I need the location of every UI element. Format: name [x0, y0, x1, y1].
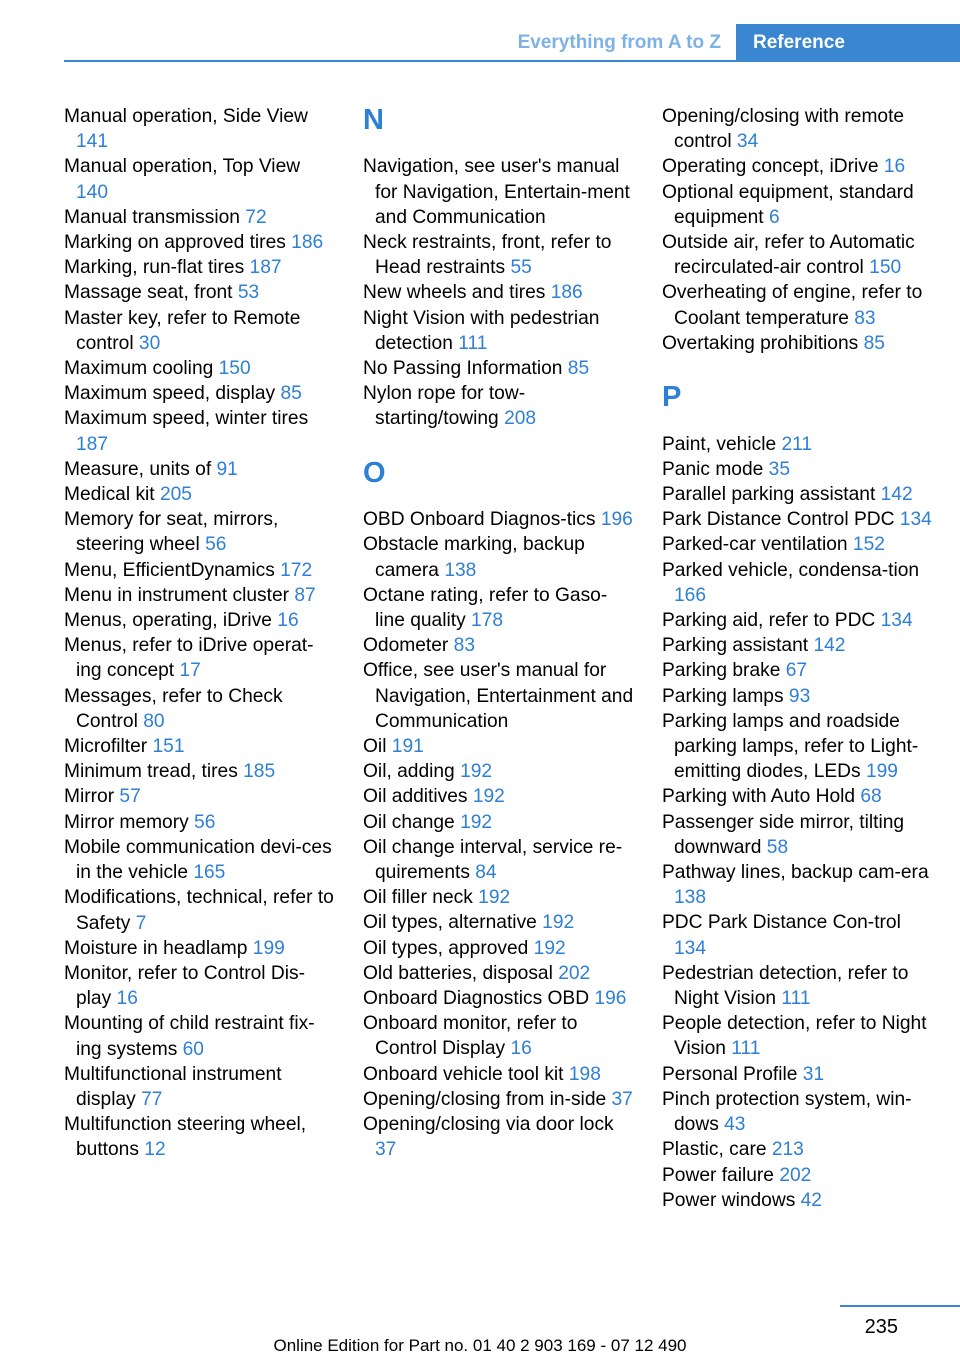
- index-term: People detection, refer to Night Vision: [662, 1013, 927, 1060]
- running-header-section: Everything from A to Z: [517, 32, 721, 53]
- index-term: Opening/closing via door lock: [363, 1114, 614, 1136]
- index-term: Office, see user's manual for Navigation, Entertainment and Communication: [363, 660, 634, 732]
- index-entry: [363, 1062, 635, 1087]
- index-entry: [64, 633, 336, 683]
- index-term: Marking on approved tires: [64, 232, 292, 254]
- page-reference-link[interactable]: 58: [766, 836, 789, 858]
- index-term: Parking aid, refer to PDC: [662, 610, 881, 632]
- index-term: Menu in instrument cluster: [64, 584, 295, 606]
- index-entry: [662, 608, 938, 633]
- index-entry: [363, 759, 635, 784]
- index-term: Maximum speed, winter tires: [64, 408, 309, 430]
- page-reference-link[interactable]: 17: [179, 660, 201, 682]
- index-term: Odometer: [363, 635, 454, 657]
- index-term: Opening/closing with remote control: [662, 106, 905, 153]
- index-entry: [64, 583, 336, 608]
- page-reference-link[interactable]: 141: [76, 131, 109, 153]
- index-term: Pedestrian detection, refer to Night Vision: [662, 962, 909, 1010]
- page-reference-link[interactable]: 138: [674, 887, 707, 909]
- page-reference-link[interactable]: 6: [768, 206, 780, 228]
- index-entry: [363, 784, 635, 809]
- page-reference-link[interactable]: 87: [294, 584, 316, 606]
- index-entry: [64, 734, 336, 759]
- index-term: Onboard Diagnostics OBD: [363, 988, 595, 1010]
- page-reference-link[interactable]: 140: [76, 181, 109, 203]
- index-entry: [64, 1011, 336, 1061]
- index-entry: [662, 1137, 938, 1162]
- page-reference-link[interactable]: 199: [865, 761, 898, 783]
- page-reference-link[interactable]: 42: [800, 1189, 822, 1211]
- footer-rule: [840, 1305, 960, 1307]
- index-term: Obstacle marking, backup camera: [363, 534, 585, 581]
- page-reference-link[interactable]: 134: [880, 610, 913, 632]
- edition-footer: Online Edition for Part no. 01 40 2 903 169 - 07 12 490: [273, 1336, 687, 1355]
- index-entry: [64, 381, 336, 406]
- index-entry: [662, 1087, 938, 1137]
- index-term: Oil additives: [363, 786, 473, 808]
- index-term: Oil, adding: [363, 761, 461, 783]
- page-reference-link[interactable]: 56: [205, 534, 227, 556]
- index-entry: [64, 759, 336, 784]
- page-reference-link[interactable]: 150: [869, 257, 902, 279]
- index-entry: [662, 532, 938, 557]
- index-entry: [662, 457, 938, 482]
- index-entry: [64, 835, 336, 885]
- index-term: Manual operation, Side View: [64, 106, 308, 127]
- page-reference-link[interactable]: 7: [135, 912, 147, 934]
- index-term: Oil: [363, 736, 392, 758]
- page-reference-link[interactable]: 16: [510, 1038, 532, 1060]
- index-term: Nylon rope for tow-starting/towing: [363, 383, 526, 430]
- index-entry: [662, 784, 938, 809]
- index-entry: [64, 885, 336, 935]
- page-reference-link[interactable]: 186: [291, 232, 324, 254]
- page-reference-link[interactable]: 151: [152, 736, 185, 758]
- page-reference-link[interactable]: 152: [852, 534, 885, 556]
- index-term: Parked-car ventilation: [662, 534, 853, 556]
- page-reference-link[interactable]: 166: [674, 584, 707, 606]
- index-term: Night Vision with pedestrian detection: [363, 307, 600, 354]
- page-reference-link[interactable]: 111: [731, 1038, 761, 1060]
- page-reference-link[interactable]: 192: [478, 887, 511, 909]
- index-term: Onboard monitor, refer to Control Display: [363, 1013, 578, 1060]
- index-term: Marking, run-flat tires: [64, 257, 250, 279]
- index-entry: [363, 1011, 635, 1061]
- page-reference-link[interactable]: 172: [280, 559, 313, 581]
- index-term: Power failure: [662, 1164, 780, 1186]
- page-reference-link[interactable]: 77: [141, 1088, 163, 1110]
- page-reference-link[interactable]: 53: [237, 282, 260, 304]
- index-entry: [662, 1062, 938, 1087]
- index-entry: [363, 910, 635, 935]
- index-entry: [64, 306, 336, 356]
- page-reference-link[interactable]: 205: [159, 484, 192, 506]
- index-entry: [662, 280, 938, 330]
- index-entry: [363, 734, 635, 759]
- page-reference-link[interactable]: 84: [475, 862, 497, 884]
- page-reference-link[interactable]: 134: [899, 509, 932, 531]
- index-term: Parking with Auto Hold: [662, 786, 861, 808]
- index-term: Paint, vehicle: [662, 433, 782, 455]
- page-reference-link[interactable]: 12: [144, 1139, 166, 1161]
- index-term: Oil change: [363, 811, 461, 833]
- page-reference-link[interactable]: 192: [460, 761, 493, 783]
- index-entry: [363, 658, 635, 734]
- index-entry: [662, 1011, 938, 1061]
- index-entry: [363, 381, 635, 431]
- index-term: Modifications, technical, refer to Safety: [64, 887, 334, 934]
- index-term: Monitor, refer to Control Dis‐play: [64, 962, 305, 1010]
- index-entry: [363, 583, 635, 633]
- index-entry: [363, 885, 635, 910]
- page-reference-link[interactable]: 199: [252, 937, 285, 959]
- page-reference-link[interactable]: 211: [781, 433, 813, 455]
- index-letter-heading: N: [363, 104, 384, 136]
- index-term: Oil filler neck: [363, 887, 479, 909]
- page-reference-link[interactable]: 60: [182, 1038, 204, 1060]
- index-term: Oil types, alternative: [363, 912, 543, 934]
- index-term: Measure, units of: [64, 458, 217, 480]
- page-reference-link[interactable]: 134: [674, 937, 707, 959]
- page-reference-link[interactable]: 57: [119, 786, 141, 808]
- page-reference-link[interactable]: 196: [594, 988, 627, 1010]
- index-entry: [662, 658, 938, 683]
- index-entry: [363, 1087, 635, 1112]
- index-letter-heading: P: [662, 381, 682, 414]
- index-entry: [662, 331, 938, 356]
- index-term: Menu, EfficientDynamics: [64, 559, 281, 581]
- index-entry: [662, 684, 938, 709]
- page-reference-link[interactable]: 196: [600, 509, 633, 531]
- page-reference-link[interactable]: 150: [218, 358, 251, 380]
- index-term: Mounting of child restraint fix‐ing systems: [64, 1013, 315, 1060]
- index-entry: [363, 532, 635, 582]
- page-reference-link[interactable]: 187: [249, 257, 282, 279]
- index-term: Oil change interval, service re‐quirements: [363, 836, 623, 884]
- index-entry: [363, 230, 635, 280]
- index-term: OBD Onboard Diagnos‐tics: [363, 509, 601, 531]
- page-reference-link[interactable]: 111: [458, 332, 488, 354]
- page-reference-link[interactable]: 37: [611, 1088, 633, 1110]
- index-term: Overtaking prohibitions: [662, 332, 864, 354]
- page-reference-link[interactable]: 178: [471, 610, 504, 632]
- index-term: PDC Park Distance Con‐trol: [662, 912, 901, 934]
- index-entry: [662, 910, 938, 960]
- page-reference-link[interactable]: 142: [880, 484, 913, 506]
- index-entry: [662, 104, 938, 154]
- index-column-1: [64, 104, 336, 1163]
- header-rule: [64, 60, 960, 62]
- index-term: Multifunctional instrument display: [64, 1063, 282, 1110]
- index-term: Memory for seat, mirrors, steering wheel: [64, 509, 279, 556]
- index-entry: [662, 432, 938, 457]
- index-term: Passenger side mirror, tilting downward: [662, 811, 905, 858]
- index-term: Onboard vehicle tool kit: [363, 1063, 569, 1085]
- index-entry: [662, 558, 938, 608]
- index-entry: [64, 255, 336, 280]
- letter-spacer: [363, 432, 635, 457]
- page-reference-link[interactable]: 80: [143, 710, 165, 732]
- index-entry: [363, 633, 635, 658]
- index-term: Parking assistant: [662, 635, 814, 657]
- index-entry: [64, 810, 336, 835]
- index-entry: [64, 230, 336, 255]
- index-term: Master key, refer to Remote control: [64, 307, 301, 354]
- index-term: Mirror memory: [64, 811, 195, 833]
- index-term: Panic mode: [662, 458, 769, 480]
- index-term: Messages, refer to Check Control: [64, 685, 283, 732]
- index-entry: [64, 356, 336, 381]
- index-entry: [64, 507, 336, 557]
- index-term: Plastic, care: [662, 1139, 772, 1161]
- index-entry: [363, 154, 635, 230]
- index-entry: [662, 230, 938, 280]
- index-entry: [64, 457, 336, 482]
- page-reference-link[interactable]: 186: [550, 282, 583, 304]
- index-entry: [64, 784, 336, 809]
- index-term: Pathway lines, backup cam‐era: [662, 862, 929, 884]
- index-entry: [662, 482, 938, 507]
- index-term: Park Distance Control PDC: [662, 509, 900, 531]
- page-reference-link[interactable]: 83: [453, 635, 475, 657]
- page-reference-link[interactable]: 16: [277, 610, 299, 632]
- page-reference-link[interactable]: 91: [216, 458, 238, 480]
- index-term: Octane rating, refer to Gaso‐line quality: [363, 584, 608, 632]
- index-entry: [64, 1062, 336, 1112]
- index-column-3: [662, 104, 938, 1213]
- index-entry: [363, 961, 635, 986]
- page-reference-link[interactable]: 138: [444, 559, 477, 581]
- index-term: Manual transmission: [64, 206, 246, 228]
- index-term: Optional equipment, standard equipment: [662, 181, 914, 228]
- index-entry: [64, 482, 336, 507]
- index-term: Old batteries, disposal: [363, 962, 559, 984]
- index-term: Overheating of engine, refer to Coolant temperature: [662, 282, 923, 329]
- index-term: Parked vehicle, condensa‐tion: [662, 559, 920, 581]
- page-reference-link[interactable]: 55: [510, 257, 532, 279]
- page-number: 235: [864, 1316, 898, 1338]
- page-reference-link[interactable]: 85: [863, 332, 885, 354]
- index-term: Opening/closing from in‐side: [363, 1088, 612, 1110]
- index-term: Personal Profile: [662, 1063, 803, 1085]
- page-reference-link[interactable]: 16: [883, 156, 906, 178]
- letter-spacer: [662, 356, 938, 381]
- index-entry: [662, 961, 938, 1011]
- index-entry: [662, 709, 938, 785]
- page-reference-link[interactable]: 202: [558, 962, 591, 984]
- index-column-2: [363, 104, 635, 1162]
- index-term: Mirror: [64, 786, 120, 808]
- index-entry: [363, 936, 635, 961]
- index-entry: [64, 104, 336, 154]
- index-entry: [662, 633, 938, 658]
- page-reference-link[interactable]: 56: [194, 811, 216, 833]
- index-entry: [363, 356, 635, 381]
- running-header-tab: Reference: [736, 24, 960, 62]
- index-entry: [64, 961, 336, 1011]
- page-reference-link[interactable]: 83: [854, 307, 876, 329]
- index-term: Massage seat, front: [64, 282, 238, 304]
- index-entry: [662, 1163, 938, 1188]
- index-entry: [662, 180, 938, 230]
- page-reference-link[interactable]: 192: [460, 811, 493, 833]
- index-entry: [64, 406, 336, 456]
- page-reference-link[interactable]: 31: [802, 1063, 825, 1085]
- page-reference-link[interactable]: 43: [724, 1114, 746, 1136]
- index-entry: [363, 1112, 635, 1162]
- index-term: Parking lamps: [662, 685, 789, 707]
- index-term: Power windows: [662, 1189, 801, 1211]
- index-term: Pinch protection system, win‐dows: [662, 1088, 912, 1136]
- index-entry: [64, 608, 336, 633]
- index-entry: [363, 810, 635, 835]
- index-term: Menus, operating, iDrive: [64, 610, 278, 632]
- index-entry: [363, 306, 635, 356]
- page-reference-link[interactable]: 198: [568, 1063, 601, 1085]
- index-entry: [64, 936, 336, 961]
- page-reference-link[interactable]: 85: [280, 383, 302, 405]
- page-reference-link[interactable]: 67: [785, 660, 808, 682]
- page-reference-link[interactable]: 30: [138, 332, 161, 354]
- page-reference-link[interactable]: 165: [193, 862, 226, 884]
- page-reference-link[interactable]: 142: [813, 635, 846, 657]
- index-term: Microfilter: [64, 736, 153, 758]
- index-term: Manual operation, Top View: [64, 156, 301, 178]
- page-reference-link[interactable]: 202: [779, 1164, 812, 1186]
- index-term: Maximum cooling: [64, 358, 219, 380]
- index-entry: [64, 154, 336, 204]
- index-term: Medical kit: [64, 484, 160, 506]
- page-reference-link[interactable]: 85: [567, 358, 590, 380]
- index-term: Outside air, refer to Automatic recirculated-air control: [662, 232, 915, 279]
- page-reference-link[interactable]: 37: [375, 1139, 397, 1161]
- index-term: Mobile communication devi‐ces in the vehicle: [64, 836, 332, 884]
- page-reference-link[interactable]: 187: [76, 433, 109, 455]
- page-reference-link[interactable]: 185: [243, 761, 276, 783]
- page-reference-link[interactable]: 192: [472, 786, 505, 808]
- index-term: Menus, refer to iDrive operat‐ing concept: [64, 635, 314, 682]
- index-entry: [662, 154, 938, 179]
- index-term: Minimum tread, tires: [64, 761, 244, 783]
- index-entry: [64, 205, 336, 230]
- index-entry: [64, 558, 336, 583]
- index-entry: [64, 684, 336, 734]
- index-term: Oil types, approved: [363, 937, 534, 959]
- index-term: Operating concept, iDrive: [662, 156, 884, 178]
- page-reference-link[interactable]: 16: [116, 988, 138, 1010]
- index-entry: [662, 860, 938, 910]
- index-term: Multifunction steering wheel, buttons: [64, 1114, 307, 1161]
- index-entry: [363, 986, 635, 1011]
- index-term: No Passing Information: [363, 358, 568, 380]
- index-term: Parking brake: [662, 660, 786, 682]
- page-reference-link[interactable]: 68: [860, 786, 882, 808]
- page-reference-link[interactable]: 111: [781, 988, 811, 1010]
- index-entry: [662, 1188, 938, 1213]
- page-reference-link[interactable]: 192: [533, 937, 566, 959]
- index-entry: [662, 810, 938, 860]
- index-term: Neck restraints, front, refer to Head restraints: [363, 232, 612, 279]
- page-reference-link[interactable]: 93: [788, 685, 811, 707]
- index-entry: [64, 280, 336, 305]
- index-term: Moisture in headlamp: [64, 937, 253, 959]
- index-entry: [64, 1112, 336, 1162]
- index-term: Parking lamps and roadside parking lamps, refer to Light-emitting diodes, LEDs: [662, 710, 919, 783]
- index-term: Navigation, see user's manual for Navigation, Entertain‐ment and Communication: [363, 156, 630, 228]
- index-entry: [363, 835, 635, 885]
- page-reference-link[interactable]: 35: [768, 458, 790, 480]
- index-letter-heading: O: [363, 456, 386, 489]
- index-entry: [363, 507, 635, 532]
- page-reference-link[interactable]: 208: [504, 408, 537, 430]
- page-reference-link[interactable]: 191: [391, 736, 424, 758]
- index-entry: [662, 507, 938, 532]
- index-entry: [363, 280, 635, 305]
- index-term: Parallel parking assistant: [662, 484, 881, 506]
- page-reference-link[interactable]: 192: [542, 912, 575, 934]
- page-reference-link[interactable]: 34: [736, 131, 759, 153]
- index-term: Maximum speed, display: [64, 383, 281, 405]
- page-reference-link[interactable]: 72: [245, 206, 267, 228]
- index-term: New wheels and tires: [363, 282, 551, 304]
- page-reference-link[interactable]: 213: [771, 1139, 804, 1161]
